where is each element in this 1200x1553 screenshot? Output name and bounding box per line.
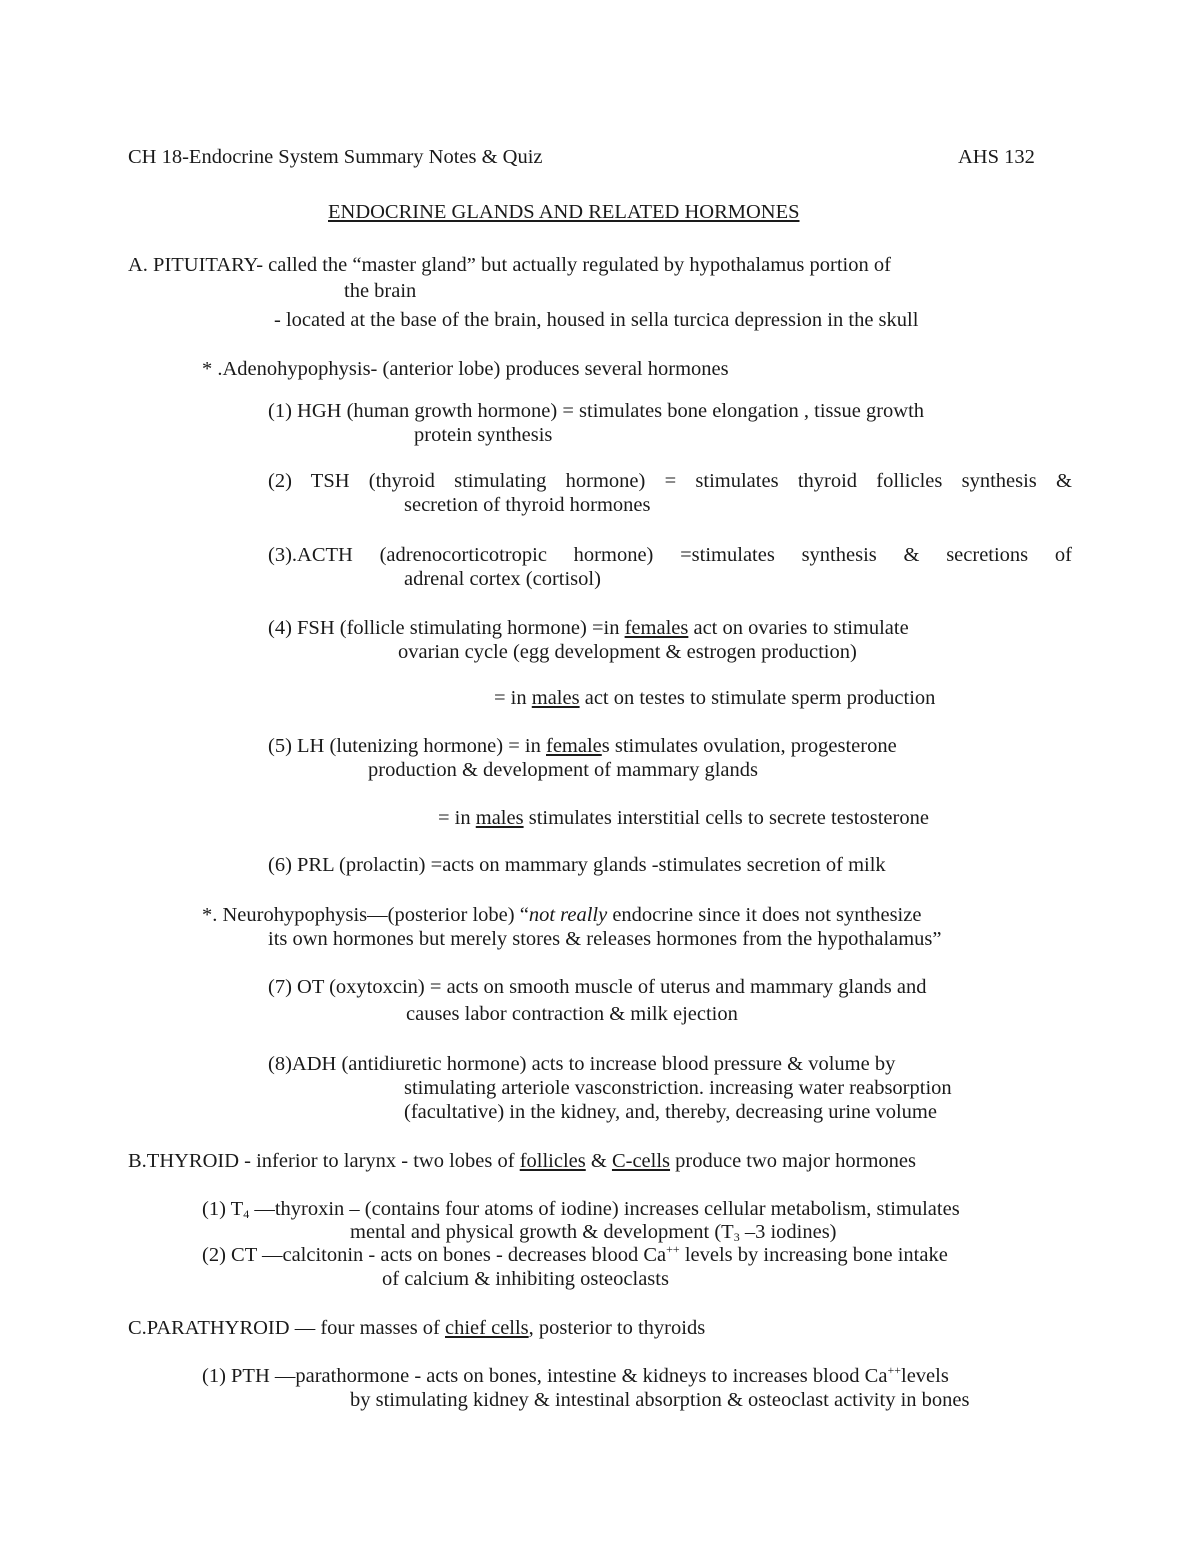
acth-line-2: adrenal cortex (cortisol) xyxy=(404,568,601,590)
lh-line-2: production & development of mammary glands xyxy=(368,759,758,781)
fsh-males-line: = in males act on testes to stimulate sperm production xyxy=(494,687,936,709)
t4-line-1: (1) $T_4$ —thyroxin – (contains four atoms of iodine) increases cellular metabolism, stimulates xyxy=(202,1198,960,1221)
neurohypophysis-line-2: its own hormones but merely stores & releases hormones from the hypothalamus” xyxy=(268,928,942,950)
t4-line-2: mental and physical growth & development ($T_3$ –3 iodines) xyxy=(350,1221,837,1244)
pth-line-2: by stimulating kidney & intestinal absorption & osteoclast activity in bones xyxy=(350,1389,970,1411)
main-heading: ENDOCRINE GLANDS AND RELATED HORMONES xyxy=(328,201,800,223)
adh-line-3: (facultative) in the kidney, and, thereby, decreasing urine volume xyxy=(404,1101,937,1123)
ct-line-2: of calcium & inhibiting osteoclasts xyxy=(382,1268,669,1290)
hgh-line-2: protein synthesis xyxy=(414,424,553,446)
tsh-line-2: secretion of thyroid hormones xyxy=(404,494,651,516)
fsh-line-2: ovarian cycle (egg development & estrogen production) xyxy=(398,641,857,663)
document-title: CH 18-Endocrine System Summary Notes & Quiz xyxy=(128,146,543,168)
adh-line-2: stimulating arteriole vasconstriction. increasing water reabsorption xyxy=(404,1077,952,1099)
adh-line-1: (8)ADH (antidiuretic hormone) acts to increase blood pressure & volume by xyxy=(268,1053,896,1075)
lh-males-line: = in males stimulates interstitial cells to secrete testosterone xyxy=(438,807,929,829)
neurohypophysis-line-1: *. Neurohypophysis—(posterior lobe) “not really endocrine since it does not synthesize xyxy=(202,904,922,926)
thyroid-heading: B.THYROID - inferior to larynx - two lobes of follicles & C-cells produce two major hormones xyxy=(128,1150,916,1172)
ot-line-2: causes labor contraction & milk ejection xyxy=(406,1003,738,1025)
fsh-line-1: (4) FSH (follicle stimulating hormone) =in females act on ovaries to stimulate xyxy=(268,617,909,639)
adenohypophysis-heading: * .Adenohypophysis- (anterior lobe) produces several hormones xyxy=(202,358,729,380)
lh-line-1: (5) LH (lutenizing hormone) = in females stimulates ovulation, progesterone xyxy=(268,735,897,757)
pth-line-1: (1) PTH —parathormone - acts on bones, intestine & kidneys to increases blood Ca++levels xyxy=(202,1363,949,1387)
pituitary-line-2: the brain xyxy=(344,280,417,302)
pituitary-line-3: - located at the base of the brain, housed in sella turcica depression in the skull xyxy=(274,309,919,331)
hgh-line-1: (1) HGH (human growth hormone) = stimulates bone elongation , tissue growth xyxy=(268,400,925,422)
prl-line: (6) PRL (prolactin) =acts on mammary glands -stimulates secretion of milk xyxy=(268,854,886,876)
acth-line-1: (3).ACTH (adrenocorticotropic hormone) =stimulates synthesis & secretions of xyxy=(268,544,1072,566)
ot-line-1: (7) OT (oxytoxcin) = acts on smooth muscle of uterus and mammary glands and xyxy=(268,976,927,998)
course-code: AHS 132 xyxy=(958,146,1035,168)
tsh-line-1: (2) TSH (thyroid stimulating hormone) = stimulates thyroid follicles synthesis & xyxy=(268,470,1072,492)
parathyroid-heading: C.PARATHYROID — four masses of chief cells, posterior to thyroids xyxy=(128,1317,706,1339)
pituitary-heading: A. PITUITARY- called the “master gland” but actually regulated by hypothalamus portion of xyxy=(128,254,891,276)
ct-line-1: (2) CT —calcitonin - acts on bones - decreases blood Ca++ levels by increasing bone intake xyxy=(202,1242,948,1266)
